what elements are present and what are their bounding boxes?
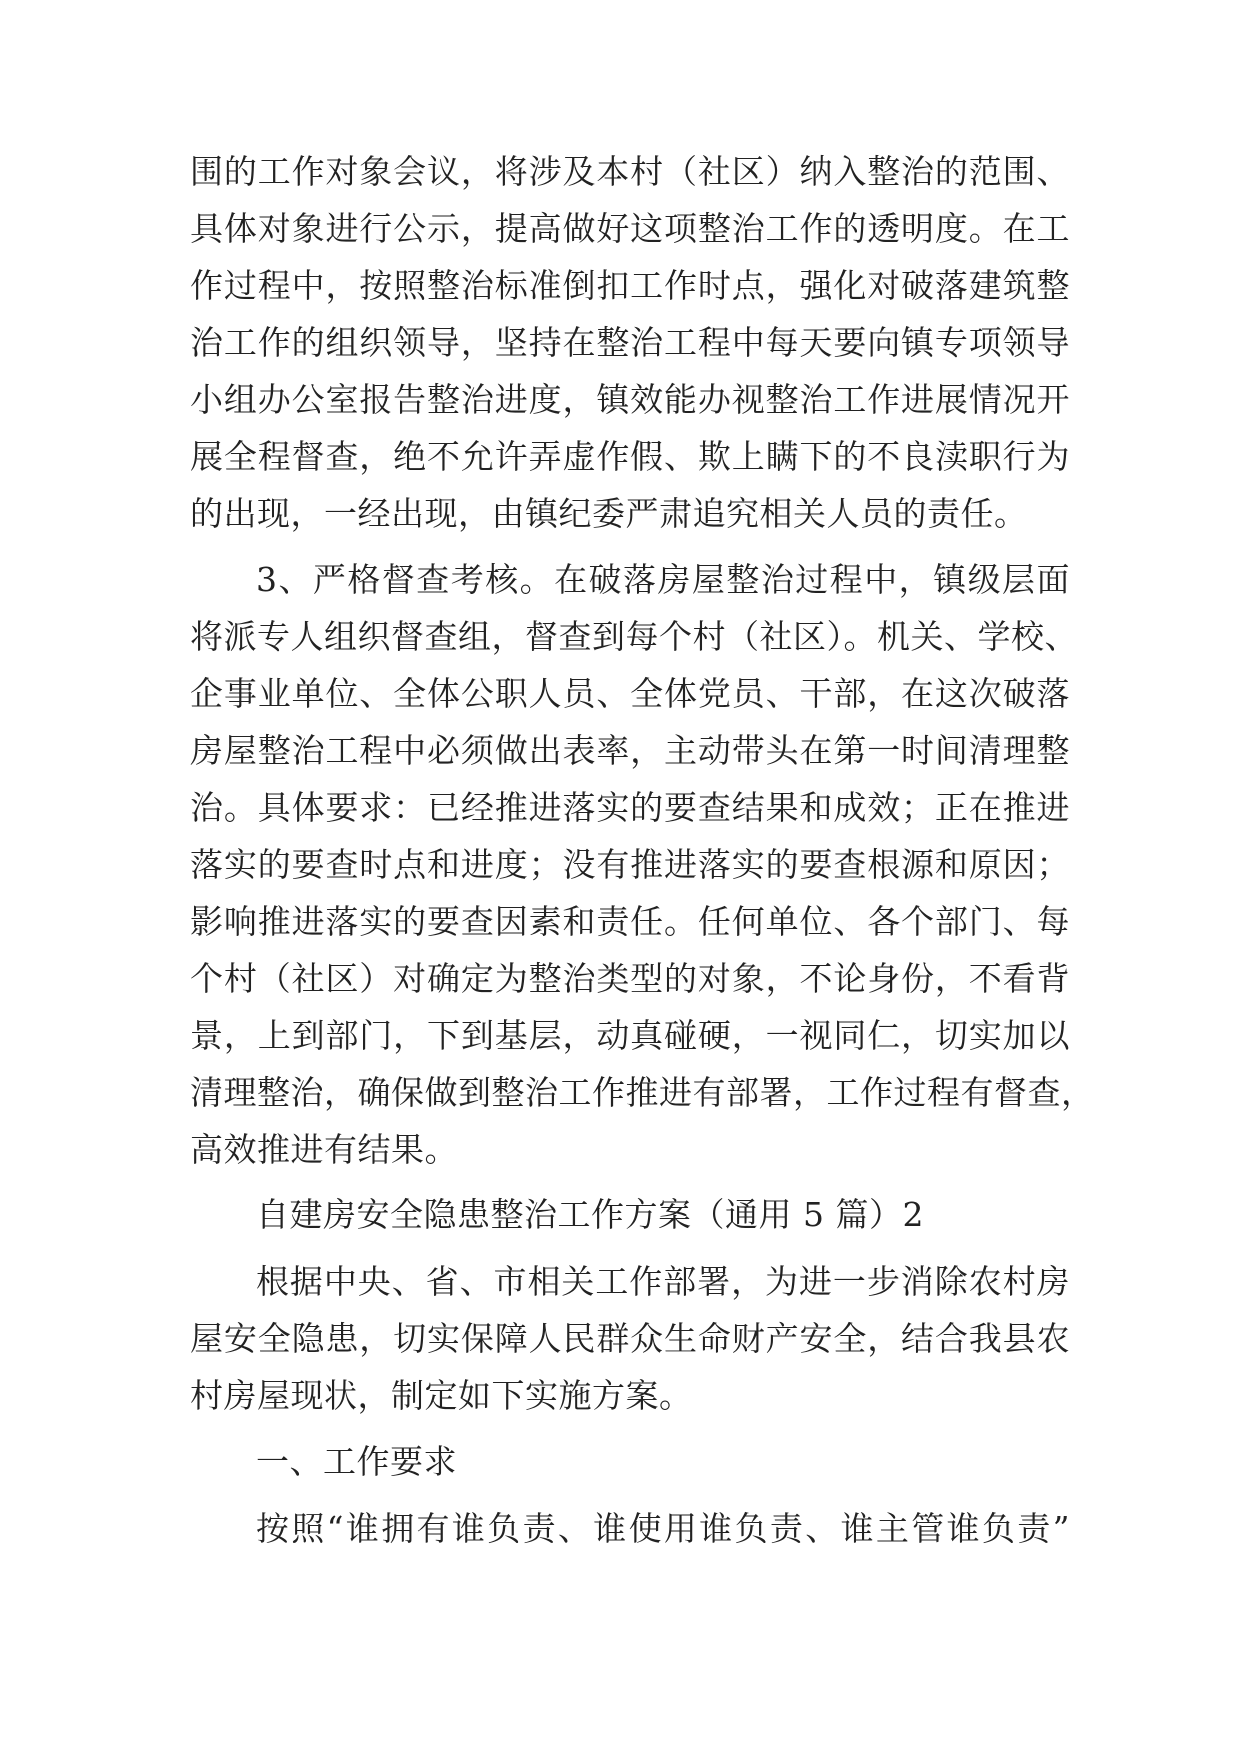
text-line: 企事业单位、全体公职人员、全体党员、干部，在这次破落: [190, 674, 1070, 713]
text-line: 清理整治，确保做到整治工作推进有部署，工作过程有督查，: [190, 1073, 1095, 1112]
text-line: 将派专人组织督查组，督查到每个村（社区）。机关、学校、: [190, 617, 1078, 656]
text-line: 村房屋现状，制定如下实施方案。: [190, 1376, 693, 1415]
text-line: 个村（社区）对确定为整治类型的对象，不论身份，不看背: [190, 959, 1070, 998]
text-line: 围的工作对象会议，将涉及本村（社区）纳入整治的范围、: [190, 152, 1070, 191]
text-line: 根据中央、省、市相关工作部署，为进一步消除农村房: [256, 1262, 1070, 1301]
text-line: 屋安全隐患，切实保障人民群众生命财产安全，结合我县农: [190, 1319, 1070, 1358]
text-line: 展全程督查，绝不允许弄虚作假、欺上瞒下的不良渎职行为: [190, 437, 1070, 476]
text-line: 小组办公室报告整治进度，镇效能办视整治工作进展情况开: [190, 380, 1070, 419]
text-line: 房屋整治工程中必须做出表率，主动带头在第一时间清理整: [190, 731, 1070, 770]
text-line: 的出现，一经出现，由镇纪委严肃追究相关人员的责任。: [190, 494, 1028, 533]
text-line: 高效推进有结果。: [190, 1130, 458, 1169]
text-line: 落实的要查时点和进度；没有推进落实的要查根源和原因；: [190, 845, 1070, 884]
text-line: 作过程中，按照整治标准倒扣工作时点，强化对破落建筑整: [190, 266, 1070, 305]
section-heading: 一、工作要求: [256, 1442, 457, 1481]
text-line: 具体对象进行公示，提高做好这项整治工作的透明度。在工: [190, 209, 1070, 248]
text-line: 治工作的组织领导，坚持在整治工程中每天要向镇专项领导: [190, 323, 1070, 362]
document-subtitle: 自建房安全隐患整治工作方案（通用 5 篇）2: [256, 1195, 924, 1234]
text-line: 景，上到部门，下到基层，动真碰硬，一视同仁，切实加以: [190, 1016, 1070, 1055]
text-line: 按照“谁拥有谁负责、谁使用谁负责、谁主管谁负责”: [256, 1509, 1070, 1548]
section-heading-3: 3、严格督查考核。在破落房屋整治过程中，镇级层面: [256, 560, 1070, 599]
text-line: 影响推进落实的要查因素和责任。任何单位、各个部门、每: [190, 902, 1070, 941]
text-line: 治。具体要求：已经推进落实的要查结果和成效；正在推进: [190, 788, 1070, 827]
